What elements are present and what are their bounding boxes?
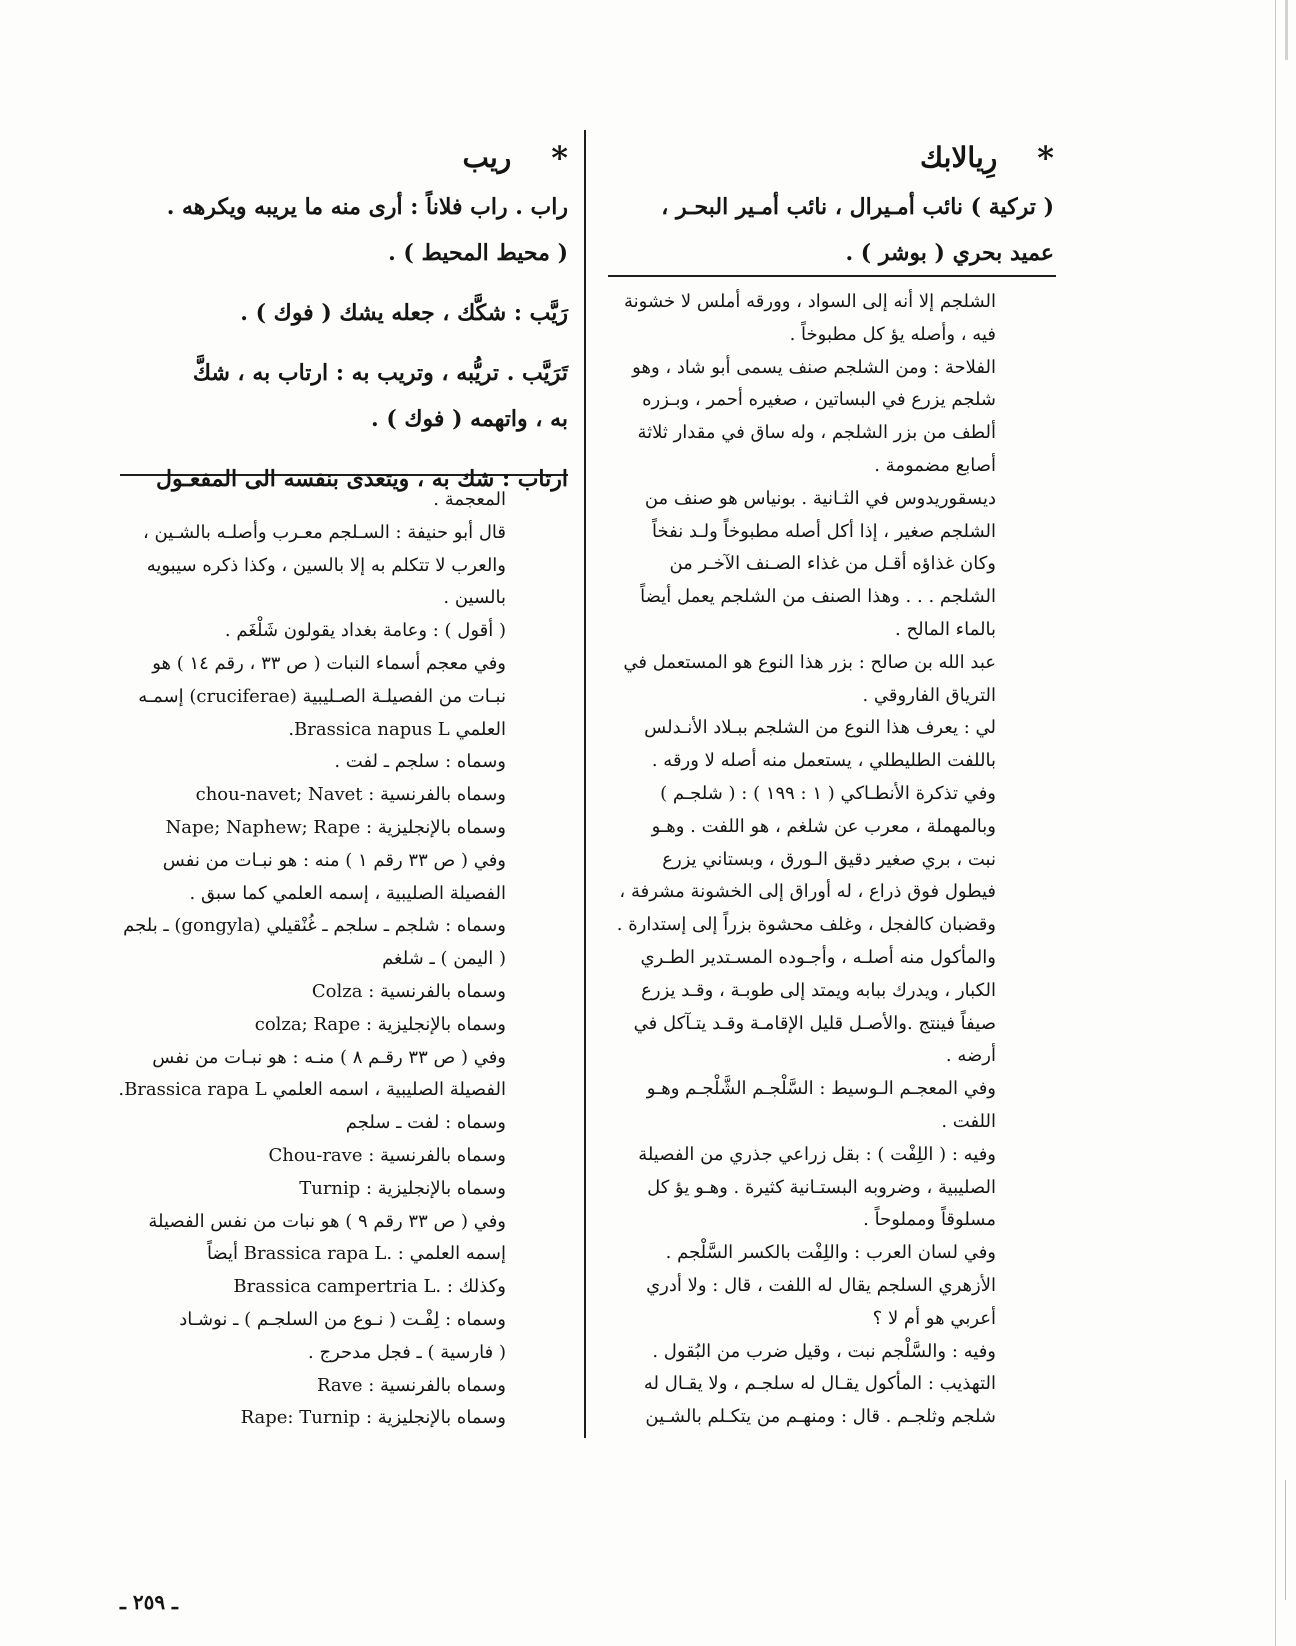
text-line: وكذلك : .Brassica campertria L — [233, 1276, 506, 1298]
text-line: وسماه بالفرنسية : Chou-rave — [268, 1144, 506, 1166]
text-line: ( اليمن ) ـ شلغم — [382, 948, 506, 970]
text-line: وفي معجم أسماء النبات ( ص ٣٣ ، رقم ١٤ ) هو — [152, 652, 506, 674]
text-line: عبد الله بن صالح : بزر هذا النوع هو المستعمل في — [623, 651, 996, 673]
definition-line: ( تركية ) نائب أمـيرال ، نائب أمـير البحـر ، — [661, 194, 1054, 220]
text-line: وفي لسان العرب : واللِفْت بالكسر السَّلْجم . — [665, 1242, 996, 1264]
scan-edge-mark — [1285, 1480, 1286, 1600]
text-line: ألطف من بزر الشلجم ، وله ساق في مقدار ثلاثة — [637, 422, 996, 444]
text-line: الترياق الفاروقي . — [862, 684, 996, 706]
text-line: فيه ، وأصله يؤ كل مطبوخاً . — [789, 323, 996, 345]
text-line: وقضبان كالفجل ، وغلف محشوة بزراً إلى إستدارة . — [616, 914, 996, 936]
text-line: قال أبو حنيفة : السـلجم معـرب وأصلـه بالشـين ، — [142, 521, 506, 543]
text-line: وفي المعجـم الـوسيط : السَّلْجـم الشَّلْجـم وهـو — [646, 1078, 996, 1100]
text-line: التهذيب : المأكول يقـال له سلجـم ، ولا يقـال له — [643, 1373, 996, 1395]
text-line: وسماه : لفت ـ سلجم — [345, 1112, 506, 1134]
right-column-body — [610, 286, 996, 1434]
text-line: بالسين . — [443, 587, 506, 609]
text-line: مسلوقاً ومملوحاً . — [863, 1209, 996, 1231]
scan-edge-mark — [1285, 0, 1288, 60]
text-line: والعرب لا تتكلم به إلا بالسين ، وكذا ذكره سيبويه — [146, 554, 506, 576]
text-line: وكان غذاؤه أقـل من غذاء الصـنف الآخـر من — [669, 553, 996, 575]
text-line: والمأكول منه أصلـه ، وأجـوده المسـتدير الطـري — [640, 946, 996, 968]
text-line: الكبار ، ويدرك ببابه ويمتد إلى طوبـة ، وقـد يزرع — [641, 979, 996, 1001]
text-line: أرضه . — [945, 1045, 996, 1067]
text-line: الفصيلة الصليبية ، إسمه العلمي كما سبق . — [189, 882, 506, 904]
text-line: أصابع مضمومة . — [874, 454, 996, 476]
text-line: الشلجم . . . وهذا الصنف من الشلجم يعمل أيضاً — [640, 586, 996, 608]
text-line: باللفت الطليطلي ، يستعمل منه أصله لا ورقه . — [651, 750, 996, 772]
text-line: وفي تذكرة الأنطـاكي ( ١ : ١٩٩ ) : ( شلجـم ) — [660, 782, 996, 804]
definition-line: ( محيط المحيط ) . — [388, 240, 568, 266]
headword: ريب — [462, 141, 512, 174]
text-line: وفي ( ص ٣٣ رقم ١ ) منه : هو نبـات من نفس — [162, 849, 506, 871]
text-line: ( فارسية ) ـ فجل مدحرج . — [308, 1341, 506, 1363]
text-line: وسماه بالفرنسية : chou-navet; Navet — [195, 784, 506, 806]
text-line: وفيه : ( اللِفْت ) : بقل زراعي جذري من الفصيلة — [638, 1143, 996, 1165]
text-line: وسماه بالإنجليزية : Rape: Turnip — [240, 1407, 506, 1429]
page-number: ـ ٢٥٩ ـ — [120, 1590, 178, 1614]
definition-line: رَيَّب : شكَّك ، جعله يشك ( فوك ) . — [240, 300, 568, 326]
entry-riyalabak — [608, 138, 1054, 276]
column-divider — [584, 130, 586, 1438]
text-line: ( أقول ) : وعامة بغداد يقولون شَلْغَم . — [224, 620, 506, 642]
text-line: المعجمة . — [433, 489, 506, 510]
text-line: وسماه : شلجم ـ سلجم ـ غُنْقيلي (gongyla) ـ بلجم — [123, 915, 506, 937]
text-line: وسماه : سلجم ـ لفت . — [334, 751, 506, 773]
text-line: الفصيلة الصليبية ، اسمه العلمي Brassica rapa L. — [118, 1079, 506, 1101]
asterisk-icon: * — [1037, 139, 1054, 177]
text-line: وفي ( ص ٣٣ رقـم ٨ ) منـه : هو نبـات من نفس — [152, 1046, 506, 1068]
scan-edge-line — [1275, 0, 1276, 1646]
text-line: الصليبية ، وضروبه البستـانية كثيرة . وهـو يؤ كل — [647, 1176, 996, 1198]
asterisk-icon: * — [551, 139, 568, 177]
text-line: وسماه بالفرنسية : Rave — [316, 1374, 506, 1396]
text-line: وسماه بالفرنسية : Colza — [311, 980, 506, 1002]
entry-definition — [608, 184, 1054, 276]
text-line: وسماه بالإنجليزية : Turnip — [299, 1177, 506, 1199]
text-line: شلجم وثلجـم . قال : ومنهـم من يتكـلم بالشـين — [645, 1406, 996, 1428]
text-line: اللفت . — [941, 1110, 996, 1132]
definition-line: ارتاب : شك به ، ويتعدى بنفسه الى المفعـول — [156, 466, 568, 492]
definition-line: تَرَيَّب . تريُّبه ، وتريب به : ارتاب به ، شكَّ — [192, 360, 568, 386]
text-line: أعربي هو أم لا ؟ — [872, 1307, 996, 1329]
text-line: نبت ، بري صغير دقيق الـورق ، وبستاني يزرع — [662, 848, 996, 870]
text-line: وبالمهملة ، معرب عن شلغم ، هو اللفت . وهـو — [651, 815, 996, 837]
entry-rayb — [120, 138, 568, 502]
text-line: ديسقوريدوس في الثـانية . بونياس هو صنف من — [644, 487, 996, 509]
text-line: بالماء المالح . — [895, 618, 996, 640]
text-line: إسمه العلمي : .Brassica rapa L أيضاً — [206, 1243, 506, 1265]
headword: رِيالابك — [920, 141, 998, 174]
definition-line: عميد بحري ( بوشر ) . — [845, 240, 1054, 266]
definition-line: به ، واتهمه ( فوك ) . — [371, 406, 568, 432]
text-line: نبـات من الفصيلـة الصـليبية (cruciferae) إسمـه — [138, 685, 506, 707]
entry-definition — [120, 184, 568, 502]
text-line: الشلجم صغير ، إذا أكل أصله مطبوخاً ولـد نفخاً — [652, 520, 996, 542]
text-line: وفي ( ص ٣٣ رقم ٩ ) هو نبات من نفس الفصيلة — [148, 1210, 506, 1232]
text-line: وسماه بالإنجليزية : colza; Rape — [254, 1013, 506, 1035]
text-line: الفلاحة : ومن الشلجم صنف يسمى أبو شاد ، وهو — [632, 356, 996, 378]
text-line: العلمي Brassica napus L. — [288, 718, 506, 740]
text-line: الأزهري السلجم يقال له اللفت ، قال : ولا أدري — [646, 1274, 996, 1296]
text-line: الشلجم إلا أنه إلى السواد ، وورقه أملس لا خشونة — [624, 291, 996, 312]
text-line: لي : يعرف هذا النوع من الشلجم ببـلاد الأنـدلس — [644, 717, 996, 739]
text-line: وفيه : والسَّلْجم نبت ، وقيل ضرب من البُقول . — [652, 1340, 996, 1362]
definition-line: راب . راب فلاناً : أرى منه ما يريبه ويكرهه . — [166, 194, 568, 220]
text-line: فيطول فوق ذراع ، له أوراق إلى الخشونة مشرفة ، — [619, 881, 996, 903]
entry-heading — [120, 138, 568, 178]
text-line: وسماه : لِفْـت ( نـوع من السلجـم ) ـ نوشـاد — [179, 1308, 506, 1330]
left-column-body — [118, 484, 506, 1435]
text-line: وسماه بالإنجليزية : Nape; Naphew; Rape — [165, 816, 506, 838]
text-line: شلجم يزرع في البساتين ، صغيره أحمر ، وبـزره — [642, 389, 996, 411]
entry-heading — [608, 138, 1054, 178]
text-line: صيفاً فينتج .والأصـل قليل الإقامـة وقـد يتـآكل في — [633, 1012, 996, 1034]
